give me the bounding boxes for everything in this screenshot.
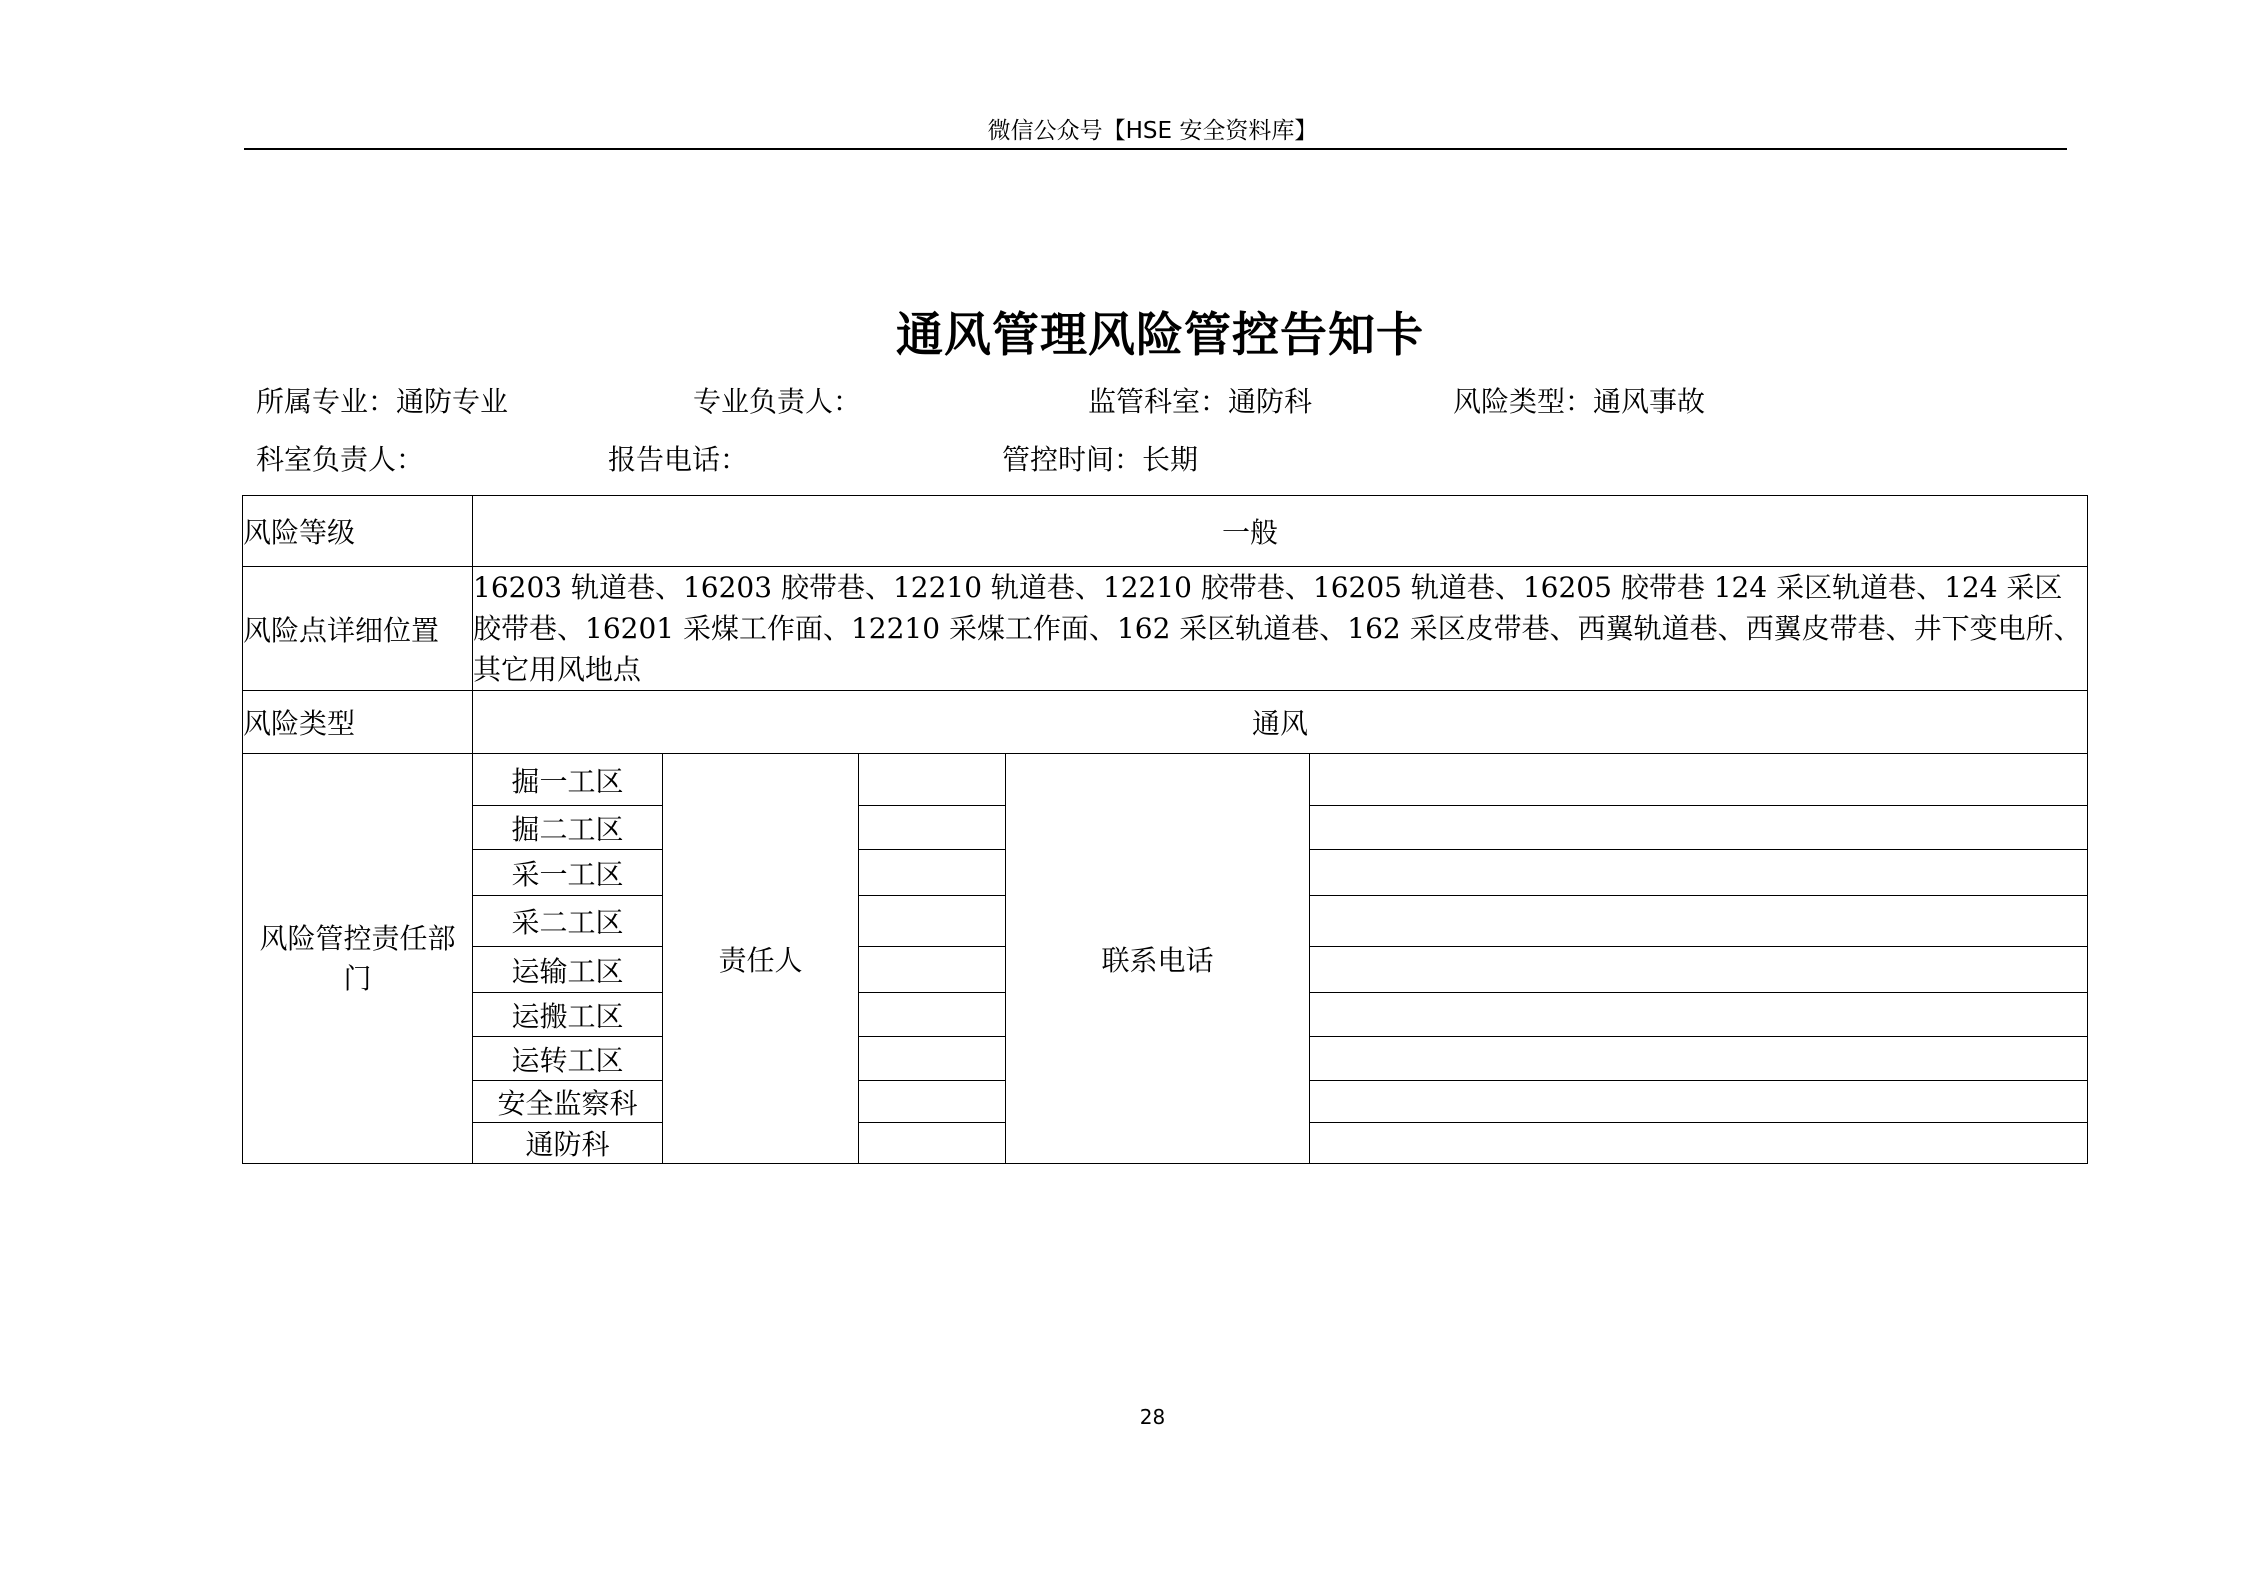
responsible-cell	[859, 993, 1006, 1037]
row-location	[243, 567, 2088, 691]
phone-cell	[1310, 1123, 2088, 1164]
row-risk-level	[243, 496, 2088, 567]
phone-cell	[1310, 754, 2088, 806]
responsible-cell	[859, 1081, 1006, 1123]
phone-cell	[1310, 993, 2088, 1037]
responsible-cell	[859, 1037, 1006, 1081]
meta-dept-lead: 科室负责人：	[256, 443, 425, 476]
dept-name: 安全监察科	[473, 1081, 663, 1123]
meta-report-phone: 报告电话：	[608, 443, 749, 476]
header-text: 微信公众号【HSE 安全资料库】	[987, 118, 1318, 144]
responsible-cell	[859, 1123, 1006, 1164]
meta-control-time: 管控时间：长期	[1002, 443, 1199, 476]
type-label: 风险类型	[243, 691, 473, 754]
responsible-cell	[859, 947, 1006, 993]
dept-name: 通防科	[473, 1123, 663, 1164]
dept-name: 采二工区	[473, 896, 663, 947]
dept-name: 采一工区	[473, 850, 663, 896]
meta-specialty: 所属专业：通防专业	[256, 385, 509, 418]
page-number: 28	[1139, 1405, 1166, 1429]
risk-card-table	[242, 495, 2088, 1164]
responsible-cell	[859, 850, 1006, 896]
location-label: 风险点详细位置	[243, 567, 473, 691]
dept-label: 风险管控责任部门	[243, 754, 473, 1164]
dept-name: 掘一工区	[473, 754, 663, 806]
phone-cell	[1310, 1081, 2088, 1123]
risk-level-label: 风险等级	[243, 496, 473, 567]
dept-name: 运搬工区	[473, 993, 663, 1037]
responsible-cell	[859, 896, 1006, 947]
dept-row	[243, 754, 2088, 806]
header-rule	[244, 148, 2067, 150]
phone-cell	[1310, 1037, 2088, 1081]
responsible-cell	[859, 754, 1006, 806]
responsible-cell	[859, 806, 1006, 850]
meta-supervision-dept: 监管科室：通防科	[1088, 385, 1313, 418]
page-title: 通风管理风险管控告知卡	[896, 308, 1424, 363]
phone-cell	[1310, 947, 2088, 993]
phone-cell	[1310, 850, 2088, 896]
phone-label: 联系电话	[1006, 754, 1310, 1164]
risk-level-value: 一般	[473, 496, 2088, 567]
meta-risk-type: 风险类型：通风事故	[1453, 385, 1706, 418]
responsible-label: 责任人	[663, 754, 859, 1164]
row-risk-type	[243, 691, 2088, 754]
dept-name: 掘二工区	[473, 806, 663, 850]
phone-cell	[1310, 896, 2088, 947]
type-value: 通风	[473, 691, 2088, 754]
dept-name: 运转工区	[473, 1037, 663, 1081]
location-value: 16203 轨道巷、16203 胶带巷、12210 轨道巷、12210 胶带巷、16205 轨道巷、16205 胶带巷 124 采区轨道巷、124 采区胶带巷、16201 采煤工作面、12210 采煤工作面、162 采区轨道巷、162 采区皮带巷、西翼轨道巷、西翼皮带巷、井下变电所、其它用风地点	[473, 567, 2088, 691]
dept-name: 运输工区	[473, 947, 663, 993]
phone-cell	[1310, 806, 2088, 850]
meta-specialty-lead: 专业负责人：	[693, 385, 862, 418]
